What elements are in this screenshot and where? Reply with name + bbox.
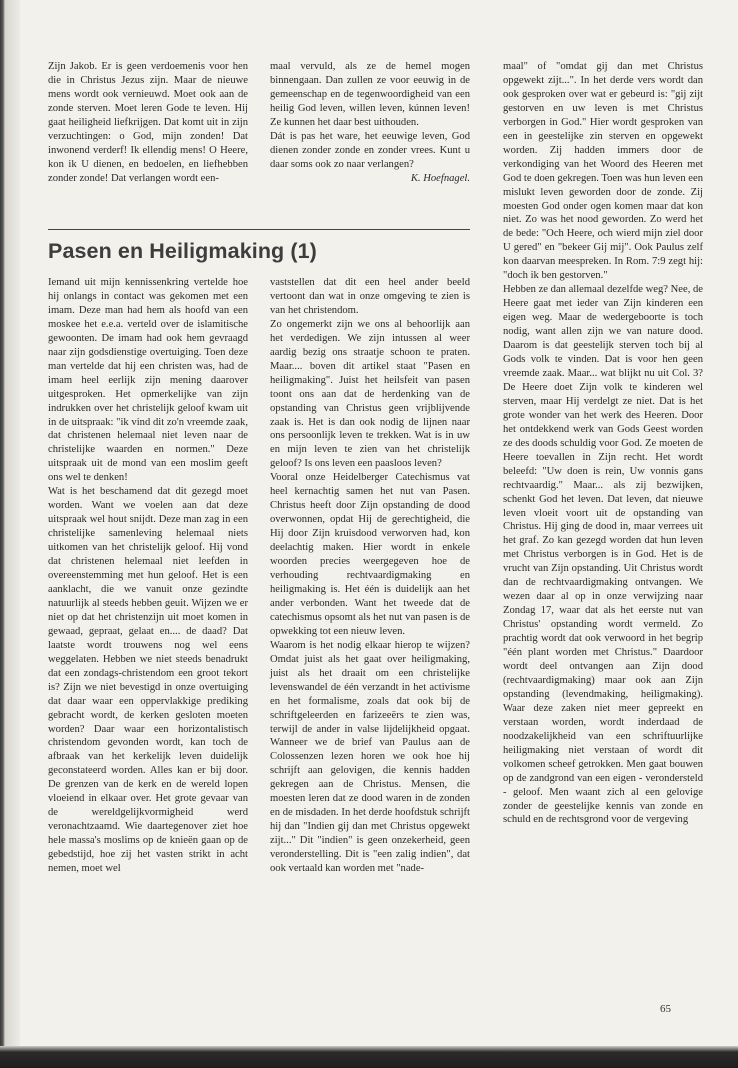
article-column-2 [270,276,470,876]
article-title: Pasen en Heiligmaking (1) [48,239,317,263]
page-number: 65 [660,1003,671,1015]
article-divider [48,229,470,230]
paragraph: Vooral onze Heidelberger Catechismus vat heel kernachtig samen het nut van Pasen. Christus heeft door Zijn opstanding de dood overwonnen, opdat Hij de gerechtigheid, die Hij door Zijn kruisdood verworven had, kon deelachtig maken. Hier wordt in enkele woorden precies weergegeven hoe de verhouding rechtvaardigmaking en heiligmaking is. Het één is duidelijk aan het ander verbonden. Want het tweede dat de catechismus opsomt als het nut van pasen is de opwekking tot een nieuw leven. [270,472,470,637]
paragraph: Waarom is het nodig elkaar hierop te wijzen? Omdat juist als het gaat over heiligmaking, juist als het draait om een christelijke levenswandel de één verzandt in het activisme en het formalisme, zoals dat ook bij de schriftgeleerden en farizeeërs te zien was, terwijl de ander in valse lijdelijkheid opgaat. Wanneer we de brief van Paulus aan de Colossenzen lezen horen we ook hoe hij schrijft aan gelovigen, die kennis hadden gekregen aan de Christus. Mensen, die moesten leren dat ze dood waren in de zonden en de misdaden. In het derde hoofdstuk schrijft hij dan "Indien gij dan met Christus opgewekt zijt..." Dit "indien" is geen onzekerheid, geen veronderstelling. Dit is "een zalig indien", dat ook vertaald kan worden met "nade- [270,639,470,875]
paragraph: Iemand uit mijn kennissenkring vertelde hoe hij onlangs in contact was gekomen met een imam. Deze man had hem als hoofd van een moskee het e.e.a. verteld over de islamitische gewoonten. De imam had ook hem gevraagd naar zijn godsdienstige overtuiging. Toen deze man vertelde dat hij een christen was, had de imam heel eerlijk zijn mening daarover uitgesproken. Het opmerkelijke van zijn indrukken over het christelijk geloof kwam uit in de uitspraak: "ik vind dit zo'n vreemde zaak, dat christenen helemaal niet leven naar de christelijke waarden en normen." Deze uitspraak uit de mond van een moslim geeft ons wel te denken! [48,277,248,484]
page-bottom-edge [0,1046,738,1068]
paragraph: maal" of "omdat gij dan met Christus opgewekt zijt...". In het derde vers wordt dan ook gesproken over wat er gebeurd is: "gij zijt gestorven en uw leven is met Christus verborgen in God." Hier wordt gesproken van een in geestelijke zin sterven en opgewekt worden. Zij hadden immers door de verkondiging van het Woord des Heeren met God te doen gekregen. Toen was hun leven een mislukt leven geworden door de zonde. Zij moesten God onder ogen komen maar dat kon niet. Zo was het nood geworden. Zo werd het de bede: "Och Heere, och wierd mijn ziel door U gered" en "bekeer Gij mij". Ook Paulus zelf kon daarvan meespreken. In Rom. 7:9 zegt hij: "doch ik ben gestorven." [503,61,703,282]
previous-article-text: maal vervuld, als ze de hemel mogen binnengaan. Dan zullen ze voor eeuwig in de gemeenschap en de tegenwoordigheid van een heilig God leven, willen leven, kúnnen leven! Ze kunnen het daar best uithouden. [270,61,470,128]
previous-article-column-2 [270,60,470,186]
article-column-1 [48,276,248,876]
paragraph: Wat is het beschamend dat dit gezegd moet worden. Want we voelen aan dat deze uitspraak wel hout snijdt. Deze man zag in een christelijke samenleving helemaal niets uitkomen van het christelijk geloof. Hij vond dat christenen helemaal niet leefden in overeenstemming met hun geloof. Het is een aanklacht, die we vanuit onze gezindte natuurlijk al steeds hebben geuit. Wijzen we er niet op dat het christenzijn uit moet komen in gewaad, gepraat, gelaat en.... de daad? Dat laatste wordt trouwens nog wel eens weggelaten. Hebben we niet steeds benadrukt dat een zondags-christendom een groot tekort is? Zijn we niet bevestigd in onze overtuiging dat daar waar een oppervlakkige prediking gebracht wordt, de kerken gesloten moeten worden? Daar waar een horizontalistisch christendom gevonden wordt, kan toch de afbraak van het kerkelijk leven duidelijk geconstateerd worden. Alles kan er bij door. De grenzen van de kerk en de wereld lopen vloeiend in elkaar over. Het grote gevaar van de wereldgelijkvormigheid werd veronachtzaamd. Wie daartegenover ziet hoe hele massa's moslims op de knieën gaan op de gebedstijd, hoe zij het vasten strikt in acht nemen, moet wel [48,486,248,875]
article-column-3 [503,60,703,827]
previous-article-column-1 [48,60,248,186]
page-spine [0,0,20,1050]
author-signature: K. Hoefnagel. [410,172,470,184]
previous-article-text: Dát is pas het ware, het eeuwige leven, God dienen zonder zonde en zonder vrees. Kunt u daar soms ook zo naar verlangen? [270,130,470,170]
paragraph: Hebben ze dan allemaal dezelfde weg? Nee, de Heere gaat met ieder van Zijn kinderen een eigen weg. Maar de wedergeboorte is toch nodig, want allen zijn we van nature dood. Daarom is dat geestelijk sterven toch bij al Gods volk te vinden. Dat is voor hen geen vreemde zaak. Maar... wat blijkt nu uit Col. 3? De Heere doet Zijn volk te kinderen wel sterven, maar Hij verdelgt ze niet. Dat is het grote wonder van het werk des Heeren. Door het ontdekkend werk van Gods Geest worden ze des doods schuldig voor God. Ze moeten de Heere toevallen in Zijn recht. Het wordt beleefd: "Uw doen is rein, Uw vonnis gans rechtvaardig." Maar... als zij bezwijken, schenkt God het leven. Dat leven, dat nieuwe leven vloeit voort uit de opstanding van Christus. Hij ging de dood in, maar verrees uit het graf. Zo kan gezegd worden dat hun leven met Christus verborgen is in God. Het is de vrucht van Zijn opstanding. Uit Christus wordt dan de rechtvaardigmaking ontvangen. We wezen daar al op in onze verwijzing naar Zondag 17, waar dat als het eerste nut van Christus' opstanding wordt vermeld. Zo prachtig wordt dat ook verwoord in het begrip "één plant worden met Christus." Daardoor wordt deel ontvangen aan Zijn dood (rechtvaardigmaking) maar ook aan Zijn opstanding (levendmaking, heiligmaking). Waar deze zaken niet meer gepreekt en verstaan worden, wordt inderdaad de noodzakelijkheid van een schriftuurlijke heiligmaking niet verstaan of wordt dit volkomen scheef getrokken. Men gaat bouwen op de zandgrond van een eigen - verondersteld - geloof. Men waant zich al een gelovige zonder de geestelijke kennis van zonde en schuld en de rechtsgrond voor de vergeving [503,284,703,826]
paragraph: vaststellen dat dit een heel ander beeld vertoont dan wat in onze omgeving te zien is van het christendom. [270,277,470,316]
paragraph: Zo ongemerkt zijn we ons al behoorlijk aan het verdedigen. We zijn intussen al weer aardig bezig ons straatje schoon te praten. Maar.... boven dit artikel staat "Pasen en heiligmaking". Juist het heilsfeit van pasen toont ons aan dat de herdenking van de opstanding van Christus geen vrijblijvende zaak is. Het is dan ook nodig de lijnen naar ons persoonlijk leven te trekken. Wat is in uw en mijn leven te zien van het christelijk geloof? Is ons leven een paasloos leven? [270,318,470,470]
previous-article-text: Zijn Jakob. Er is geen verdoemenis voor hen die in Christus Jezus zijn. Maar de nieuwe mens wordt ook vernieuwd. Moet ook aan de zonde sterven. Moet leren Gode te leven. Hij gaat heiligheid liefkrijgen. Dat komt uit in zijn verzuchtingen: o God, mijn zonden! Dat inwonend verderf! Ik ellendig mens! O Heere, kon ik U dienen, en bedoelen, en liefhebben zonder zonde! Dat verlangen wordt een- [48,61,248,184]
